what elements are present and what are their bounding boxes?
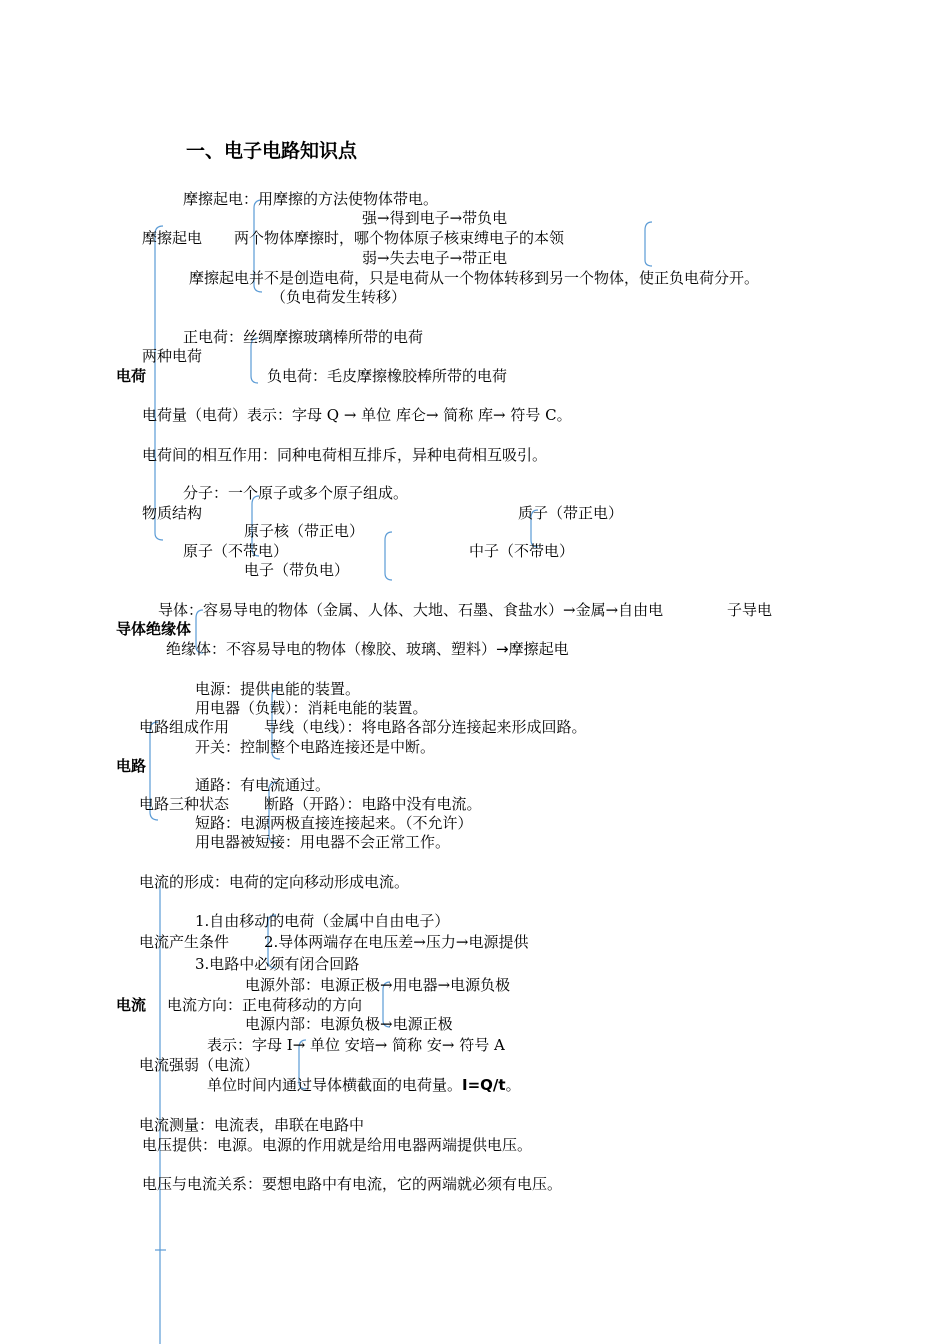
electron: 电子（带负电） bbox=[244, 561, 350, 579]
charge-quantity: 电荷量（电荷）表示：字母 Q → 单位 库仑→ 简称 库→ 符号 C。 bbox=[142, 406, 572, 424]
current-dir-outside: 电源外部：电源正极→用电器→电源负极 bbox=[245, 976, 511, 994]
bracket-charge bbox=[155, 226, 163, 540]
molecule: 分子：一个原子或多个原子组成。 bbox=[183, 484, 409, 502]
nucleus: 原子核（带正电） bbox=[244, 522, 365, 540]
conductor-definition: 导体：容易导电的物体（金属、人体、大地、石墨、食盐水）→金属→自由电 bbox=[158, 601, 664, 619]
circuit-open: 断路（开路）：电路中没有电流。 bbox=[264, 795, 482, 813]
current-formation: 电流的形成：电荷的定向移动形成电流。 bbox=[139, 873, 410, 891]
current-representation: 表示：字母 I→ 单位 安培→ 简称 安→ 符号 A bbox=[207, 1036, 505, 1054]
neutron: 中子（不带电） bbox=[469, 542, 575, 560]
circuit-short: 短路：电源两极直接连接起来。（不允许） bbox=[195, 814, 473, 832]
friction-definition: 摩擦起电：用摩擦的方法使物体带电。 bbox=[183, 190, 439, 208]
conditions-label: 电流产生条件 bbox=[139, 933, 230, 951]
current-formula: I=Q/t bbox=[462, 1076, 506, 1094]
current-direction: 电流方向：正电荷移动的方向 bbox=[167, 996, 363, 1014]
states-label: 电路三种状态 bbox=[139, 795, 230, 813]
voltage-current-relation: 电压与电流关系：要想电路中有电流，它的两端就必须有电压。 bbox=[142, 1175, 563, 1193]
current-cond2: 2.导体两端存在电压差→压力→电源提供 bbox=[264, 933, 529, 951]
bracket-strong-weak bbox=[645, 222, 652, 266]
bracket-atom bbox=[385, 532, 392, 580]
current-cond1: 1.自由移动的电荷（金属中自由电子） bbox=[195, 912, 450, 930]
friction-weak: 弱→失去电子→带正电 bbox=[362, 249, 508, 267]
section-label-charge: 电荷 bbox=[116, 367, 147, 385]
circuit-source: 电源：提供电能的装置。 bbox=[195, 680, 361, 698]
section-label-current: 电流 bbox=[116, 996, 147, 1014]
positive-charge: 正电荷：丝绸摩擦玻璃棒所带的电荷 bbox=[183, 328, 424, 346]
current-cond3: 3.电路中必须有闭合回路 bbox=[195, 955, 360, 973]
structure-label: 物质结构 bbox=[142, 504, 203, 522]
page-title: 一、电子电路知识点 bbox=[186, 140, 358, 162]
current-definition-end: 。 bbox=[505, 1076, 521, 1094]
circuit-appliance: 用电器（负载）：消耗电能的装置。 bbox=[195, 699, 428, 717]
charge-interaction: 电荷间的相互作用：同种电荷相互排斥，异种电荷相互吸引。 bbox=[142, 446, 548, 464]
friction-strong: 强→得到电子→带负电 bbox=[362, 209, 508, 227]
circuit-shorted-appliance: 用电器被短接：用电器不会正常工作。 bbox=[195, 833, 451, 851]
friction-note: （负电荷发生转移） bbox=[271, 288, 407, 306]
friction-essence: 摩擦起电并不是创造电荷，只是电荷从一个物体转移到另一个物体，使正负电荷分开。 bbox=[189, 269, 760, 287]
current-definition bbox=[207, 1076, 521, 1095]
friction-label: 摩擦起电 bbox=[142, 229, 203, 247]
two-kinds-label: 两种电荷 bbox=[142, 347, 203, 365]
voltage-source: 电压提供：电源。电源的作用就是给用电器两端提供电压。 bbox=[142, 1136, 533, 1154]
atom: 原子（不带电） bbox=[183, 542, 289, 560]
current-dir-inside: 电源内部：电源负极→电源正极 bbox=[245, 1015, 453, 1033]
section-label-circuit: 电路 bbox=[116, 757, 147, 775]
circuit-switch: 开关：控制整个电路连接还是中断。 bbox=[195, 738, 436, 756]
proton: 质子（带正电） bbox=[518, 504, 624, 522]
current-definition-text: 单位时间内通过导体横截面的电荷量。 bbox=[207, 1076, 463, 1094]
negative-charge: 负电荷：毛皮摩擦橡胶棒所带的电荷 bbox=[267, 367, 508, 385]
friction-mechanism: 两个物体摩擦时，哪个物体原子核束缚电子的本领 bbox=[234, 229, 565, 247]
conductor-definition-end: 子导电 bbox=[727, 601, 773, 619]
circuit-closed: 通路：有电流通过。 bbox=[195, 776, 331, 794]
circuit-wire: 导线（电线）：将电路各部分连接起来形成回路。 bbox=[264, 718, 587, 736]
strength-label: 电流强弱（电流） bbox=[139, 1056, 260, 1074]
section-label-conductors: 导体绝缘体 bbox=[116, 620, 192, 638]
insulator-definition: 绝缘体：不容易导电的物体（橡胶、玻璃、塑料）→摩擦起电 bbox=[166, 640, 569, 658]
current-measurement: 电流测量：电流表，串联在电路中 bbox=[139, 1116, 365, 1134]
composition-label: 电路组成作用 bbox=[139, 718, 230, 736]
